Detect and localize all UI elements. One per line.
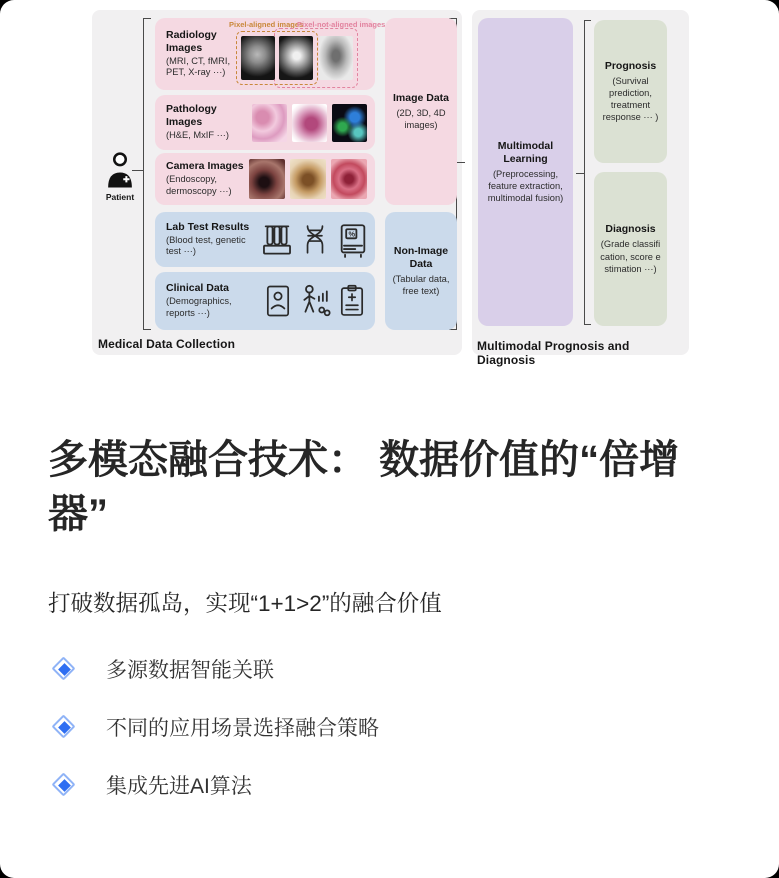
left-panel-caption: Medical Data Collection [98,337,235,351]
radiology-row [155,18,386,90]
xray-image [319,36,353,80]
diamond-icon [50,655,78,683]
mri-image [241,36,275,80]
diagnosis-title: Diagnosis [605,223,656,236]
page-title-line: 器” [48,492,108,536]
bracket-tick [584,324,591,325]
percent-glyph: % [348,229,356,239]
left-bracket [143,18,144,330]
page-subtitle: 打破数据孤岛，实现“1+1>2”的融合价值 [48,591,442,616]
pixel-not-aligned-label: Pixel-not-aligned images [297,20,386,29]
list-item [50,771,379,799]
patient [102,150,138,202]
image-data-subtitle: (2D, 3D, 4D images) [396,107,446,131]
prognosis-subtitle: (Survival prediction, treatment response ··· ) [602,75,659,123]
mri-image [279,36,313,80]
pathology-image [332,104,367,142]
bracket-tick [143,18,151,19]
demographics-icon [298,283,332,319]
pathology-row [155,95,375,150]
output-bracket [584,20,585,325]
diamond-icon [50,771,78,799]
non-image-data-box [385,212,457,330]
right-panel-caption: Multimodal Prognosis and Diagnosis [477,339,630,367]
test-tubes-icon [260,221,294,259]
clinical-row [155,272,375,330]
radiology-title: Radiology Images [166,29,217,54]
bracket-tick [584,20,591,21]
camera-subtitle: (Endoscopy, dermoscopy ···) [166,174,232,196]
endoscopy-image [249,159,285,199]
diamond-icon [50,713,78,741]
patient-label: Patient [105,192,135,202]
prognosis-diagnosis-panel [472,10,689,367]
bracket-tick [143,329,151,330]
diagnosis-box [594,172,667,326]
bullet-list [50,655,379,829]
patient-icon [105,150,135,190]
multimodal-figure [92,10,689,367]
bullet-label: 多源数据智能关联 [106,659,274,682]
bracket-arm [576,173,584,174]
list-item [50,655,379,683]
non-image-data-title: Non-Image Data [393,244,449,270]
lesion-image [331,159,367,199]
non-image-data-subtitle: (Tabular data, free text) [392,274,450,297]
lab-row [155,212,375,267]
camera-title: Camera Images [166,160,244,173]
radiology-subtitle: (MRI, CT, fMRI, PET, X-ray ···) [166,55,231,78]
multimodal-title: Multimodal Learning [497,139,554,165]
medical-report-icon [337,283,367,319]
pixel-aligned-label: Pixel-aligned images [229,20,304,29]
pathology-image [252,104,287,142]
bracket-arm [456,162,465,163]
image-data-box [385,18,457,205]
bullet-label: 不同的应用场景选择融合策略 [106,717,379,740]
multimodal-learning-box [478,18,573,326]
prognosis-box [594,20,667,163]
prognosis-title: Prognosis [604,59,657,72]
clinical-subtitle: (Demographics, reports ···) [166,296,232,318]
dna-icon [299,221,331,259]
analyzer-machine-icon [336,221,370,259]
image-data-title: Image Data [392,91,450,104]
dermoscopy-image [290,159,326,199]
lab-subtitle: (Blood test, genetic test ···) [166,234,246,257]
list-item [50,713,379,741]
pathology-image [292,104,327,142]
camera-row [155,153,375,205]
lab-title: Lab Test Results [166,220,250,233]
pathology-subtitle: (H&E, MxIF ···) [166,129,229,140]
page-title [48,433,748,541]
patient-record-icon [263,283,293,319]
connector-line [132,170,143,171]
clinical-title: Clinical Data [166,282,230,295]
diagnosis-subtitle: (Grade classification, score estimation ···) [600,239,661,274]
pathology-title: Pathology Images [166,103,217,129]
multimodal-subtitle: (Preprocessing, feature extraction, multimodal fusion) [487,169,564,204]
bullet-label: 集成先进AI算法 [106,775,252,798]
page-title-line: 多模态融合技术： 数据价值的“倍增 [48,438,680,482]
medical-data-panel [92,10,462,355]
